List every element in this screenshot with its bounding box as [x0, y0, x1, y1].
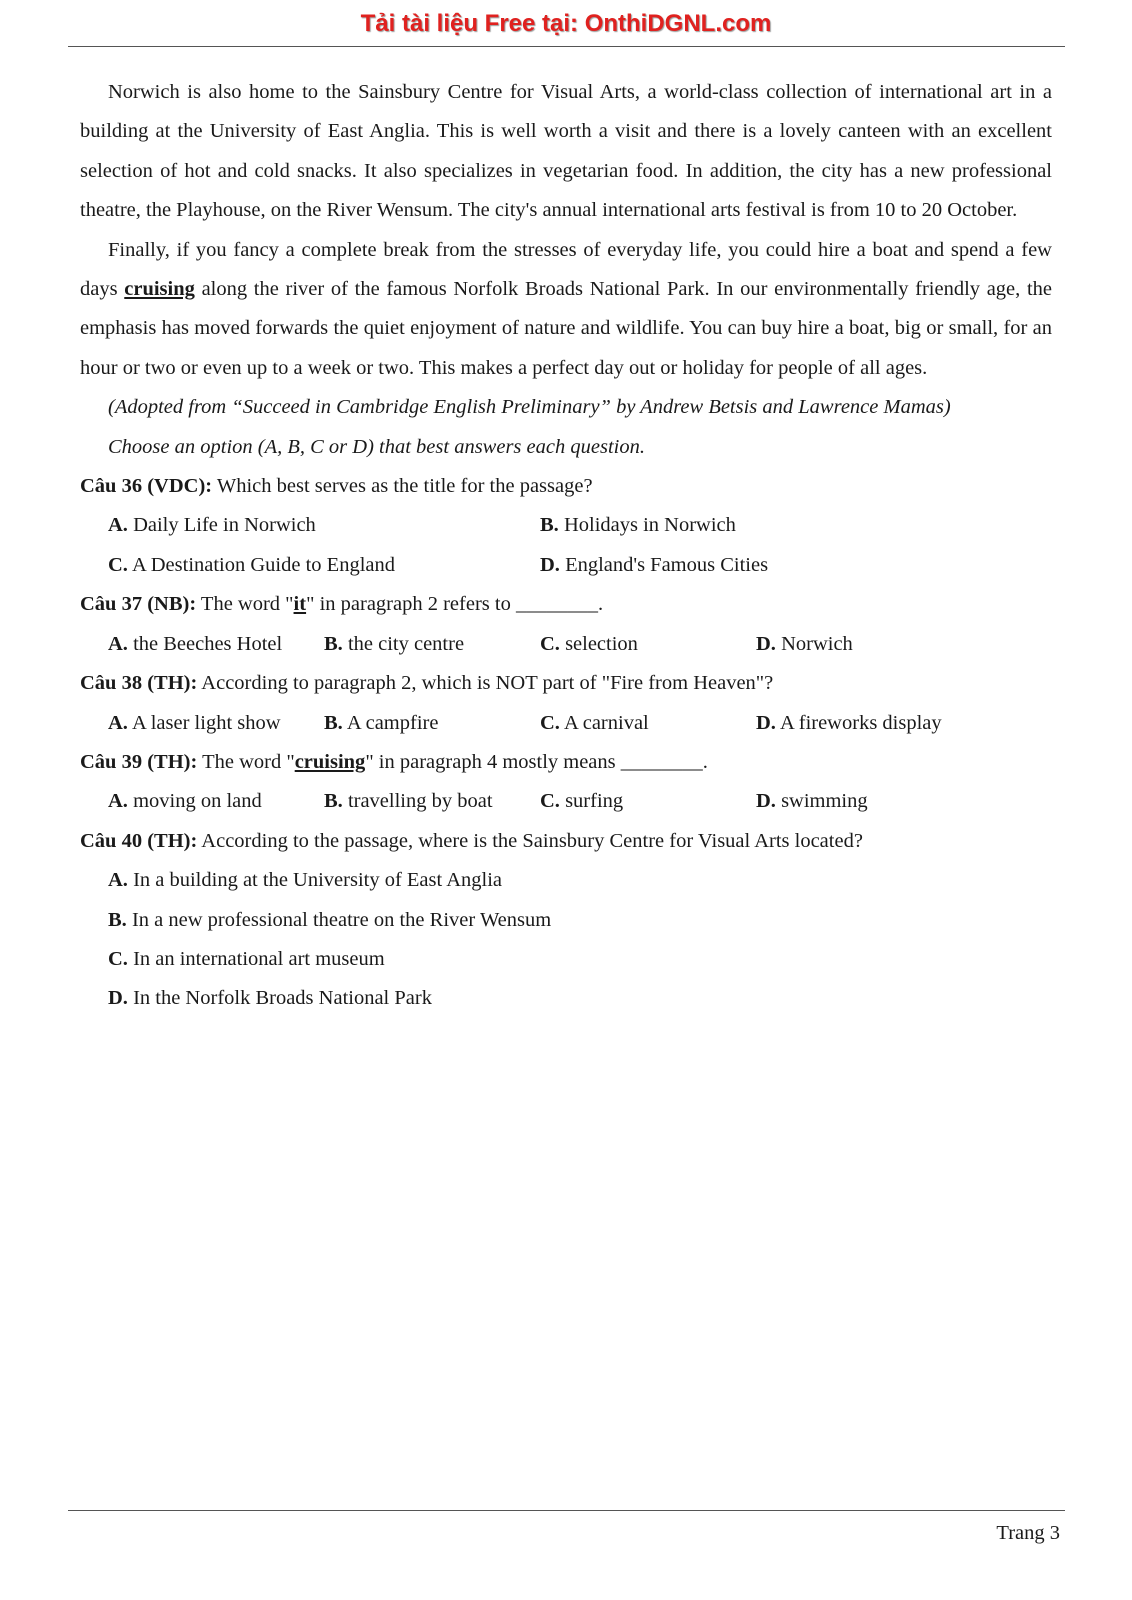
q39-option-c[interactable]: C. surfing [540, 790, 624, 813]
question-37: Câu 37 (NB): The word "it" in paragraph 2 refers to ________. [80, 593, 604, 616]
q36-option-c[interactable]: C. A Destination Guide to England [108, 553, 395, 576]
page-header [0, 4, 1132, 44]
q39-option-a[interactable]: A. moving on land [108, 790, 262, 813]
q37-options [80, 625, 1052, 664]
page-number: Trang 3 [996, 1522, 1060, 1544]
q38-options [80, 704, 1052, 743]
q40-option-a[interactable]: A. In a building at the University of East Anglia [108, 869, 502, 892]
footer-divider [68, 1510, 1065, 1511]
q38-option-b[interactable]: B. A campfire [324, 711, 439, 734]
q39-options [80, 782, 1052, 821]
instruction: Choose an option (A, B, C or D) that best answers each question. [108, 435, 645, 458]
paragraph-4: Finally, if you fancy a complete break from the stresses of everyday life, you could hire a boat and spend a few days cruising along the river of the famous Norfolk Broads National Park. In our environmentally friendly age, the emphasis has moved forwards the quiet enjoyment of nature and wildlife. You can buy hire a boat, big or small, for an hour or two or even up to a week or two. This makes a perfect day out or holiday for people of all ages. [80, 238, 1053, 379]
q36-option-a[interactable]: A. Daily Life in Norwich [108, 514, 316, 537]
header-watermark-link[interactable]: Tải tài liệu Free tại: OnthiDGNL.com [360, 10, 772, 37]
header-divider [68, 46, 1065, 47]
q36-options-row-1 [80, 506, 1052, 545]
question-40: Câu 40 (TH): According to the passage, where is the Sainsbury Centre for Visual Arts located? [80, 829, 863, 852]
source-citation: (Adopted from “Succeed in Cambridge English Preliminary” by Andrew Betsis and Lawrence Mamas) [108, 396, 951, 419]
question-39: Câu 39 (TH): The word "cruising" in paragraph 4 mostly means ________. [80, 750, 708, 773]
q36-option-d[interactable]: D. England's Famous Cities [540, 553, 769, 576]
keyword-cruising: cruising [124, 278, 195, 301]
q37-option-c[interactable]: C. selection [540, 632, 638, 655]
q40-option-b[interactable]: B. In a new professional theatre on the River Wensum [108, 908, 552, 931]
q40-option-c[interactable]: C. In an international art museum [108, 947, 385, 970]
q38-option-a[interactable]: A. A laser light show [108, 711, 281, 734]
q37-option-d[interactable]: D. Norwich [756, 632, 853, 655]
q37-option-b[interactable]: B. the city centre [324, 632, 465, 655]
question-38: Câu 38 (TH): According to paragraph 2, which is NOT part of "Fire from Heaven"? [80, 672, 774, 695]
q39-option-d[interactable]: D. swimming [756, 790, 868, 813]
q39-option-b[interactable]: B. travelling by boat [324, 790, 493, 813]
q36-option-b[interactable]: B. Holidays in Norwich [540, 514, 736, 537]
q38-option-d[interactable]: D. A fireworks display [756, 711, 942, 734]
q36-options-row-2 [80, 546, 1052, 585]
paragraph-3: Norwich is also home to the Sainsbury Centre for Visual Arts, a world-class collection of international art in a building at the University of East Anglia. This is well worth a visit and there is a lovely canteen with an excellent selection of hot and cold snacks. It also specializes in vegetarian food. In addition, the city has a new professional theatre, the Playhouse, on the River Wensum. The city's annual international arts festival is from 10 to 20 October. [80, 81, 1052, 222]
q38-option-c[interactable]: C. A carnival [540, 711, 649, 734]
question-36: Câu 36 (VDC): Which best serves as the title for the passage? [80, 475, 593, 498]
q37-option-a[interactable]: A. the Beeches Hotel [108, 632, 283, 655]
document-body [80, 73, 1052, 1019]
q40-option-d[interactable]: D. In the Norfolk Broads National Park [108, 987, 432, 1010]
